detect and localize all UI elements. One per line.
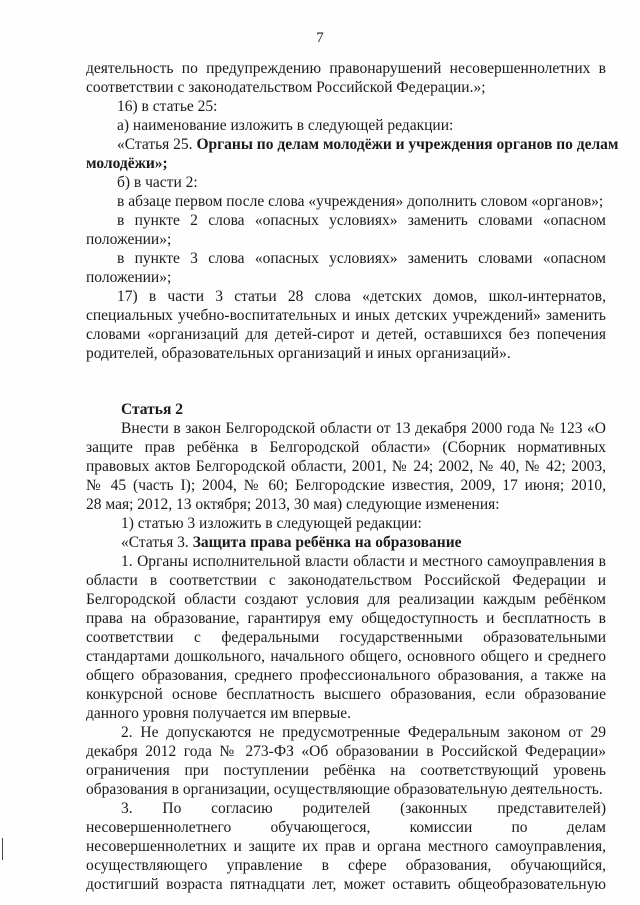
text-line: соответствии с федеральными государственными образовательными [86, 629, 606, 646]
text-line: конкурсной основе бесплатность высшего образования, если образование [86, 686, 606, 703]
text-line: 1) статью 3 изложить в следующей редакции: [121, 515, 422, 532]
text-line: 28 мая; 2012, 13 октября; 2013, 30 мая) следующие изменения: [86, 496, 500, 513]
text-line: осуществляющего управление в сфере образования, обучающийся, [86, 857, 606, 874]
text-span: «Статья 25. [117, 136, 197, 153]
text-line: 16) в статье 25: [117, 98, 218, 115]
text-line: 1. Органы исполнительной власти области и местного самоуправления в [121, 553, 606, 570]
text-line: 3. По согласию родителей (законных представителей) [121, 800, 606, 817]
page-number: 7 [316, 30, 324, 46]
text-line: стандартами дошкольного, начального общего, основного общего и среднего [86, 648, 606, 665]
text-line: специальных учебно-воспитательных и иных детских учреждений» заменить [86, 307, 606, 324]
text-line [86, 155, 606, 173]
text-line: декабря 2012 года № 273-ФЗ «Об образовании в Российской Федерации» [86, 743, 606, 760]
text-line: правовых актов Белгородской области, 2001, № 24; 2002, № 40, № 42; 2003, [86, 458, 606, 475]
text-line: положении»; [86, 231, 172, 248]
text-line: права на образование, гарантируя ему общедоступность и бесплатность в [86, 610, 606, 627]
text-line: общего образования, среднего профессионального образования, а также на [86, 667, 606, 684]
text-line: соответствии с законодательством Российской Федерации.»; [86, 79, 486, 96]
text-line: в пункте 3 слова «опасных условиях» заменить словами «опасном [117, 250, 606, 267]
text-line: защите прав ребёнка в Белгородской области» (Сборник нормативных [86, 439, 606, 456]
article-3-heading [121, 534, 606, 552]
text-line: № 45 (часть I); 2004, № 60; Белгородские известия, 2009, 17 июня; 2010, [86, 477, 606, 494]
text-line: в пункте 2 слова «опасных условиях» заменить словами «опасном [117, 212, 606, 229]
text-line: положении»; [86, 269, 172, 286]
bold-title: молодёжи»; [86, 155, 168, 172]
article-25-heading [117, 136, 619, 154]
text-line: области в соответствии с законодательством Российской Федерации и [86, 572, 606, 589]
text-line: а) наименование изложить в следующей редакции: [117, 117, 454, 134]
bold-title: Защита права ребёнка на образование [192, 534, 462, 551]
text-line: образования в организации, осуществляющие образовательную деятельность. [86, 781, 603, 798]
text-line: 2. Не допускаются не предусмотренные Федеральным законом от 29 [121, 724, 606, 741]
text-line: ограничения при поступлении ребёнка на соответствующий уровень [86, 762, 606, 779]
scan-edge-mark [2, 838, 3, 860]
article-2-heading [121, 401, 606, 419]
text-span: «Статья 3. [121, 534, 193, 551]
bold-title: Органы по делам молодёжи и учреждения органов по делам [196, 136, 619, 153]
text-line: словами «организаций для детей-сирот и детей, оставшихся без попечения [86, 326, 606, 343]
text-line: б) в части 2: [117, 174, 198, 191]
text-line: родителей, образовательных организаций и иных организаций». [86, 345, 511, 362]
text-line: данного уровня получается им впервые. [86, 705, 352, 722]
text-line: Внести в закон Белгородской области от 13 декабря 2000 года № 123 «О [121, 420, 606, 437]
text-line: 17) в части 3 статьи 28 слова «детских домов, школ-интернатов, [117, 288, 606, 305]
text-line: деятельность по предупреждению правонарушений несовершеннолетних в [86, 60, 606, 77]
text-line: в абзаце первом после слова «учреждения» дополнить словом «органов»; [117, 193, 604, 210]
bold-title: Статья 2 [121, 401, 183, 418]
text-line: несовершеннолетних и защите их прав и органа местного самоуправления, [86, 838, 606, 855]
text-line: несовершеннолетнего обучающегося, комиссии по делам [86, 819, 606, 836]
text-line: Белгородской области создают условия для реализации каждым ребёнком [86, 591, 606, 608]
text-line: достигший возраста пятнадцати лет, может оставить общеобразовательную [86, 876, 606, 893]
